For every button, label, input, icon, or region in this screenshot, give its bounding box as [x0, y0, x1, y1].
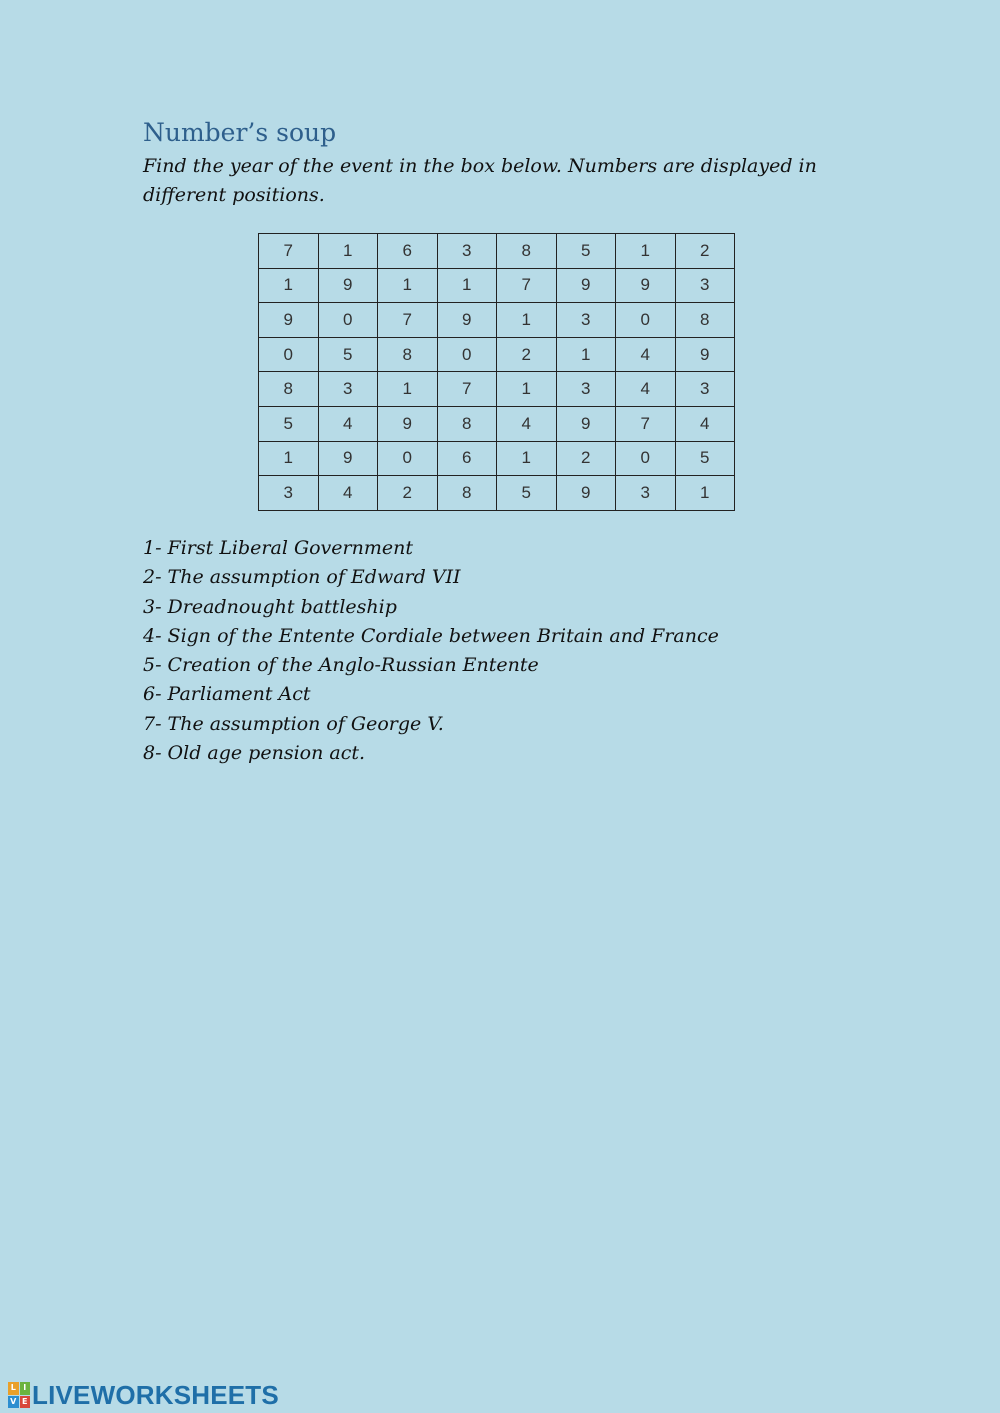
grid-row [259, 372, 735, 407]
grid-cell: 2 [556, 441, 616, 476]
grid-row [259, 268, 735, 303]
grid-cell: 4 [497, 406, 557, 441]
grid-cell: 5 [259, 406, 319, 441]
grid-cell: 1 [437, 268, 497, 303]
grid-cell: 3 [259, 476, 319, 511]
grid-cell: 4 [318, 476, 378, 511]
event-item: 6- Parliament Act [143, 683, 311, 706]
grid-cell: 8 [378, 337, 438, 372]
grid-cell: 3 [616, 476, 676, 511]
grid-row [259, 406, 735, 441]
grid-cell: 0 [259, 337, 319, 372]
liveworksheets-logo[interactable] [8, 1380, 279, 1410]
grid-cell: 9 [437, 303, 497, 338]
grid-cell: 3 [675, 372, 735, 407]
grid-cell: 1 [675, 476, 735, 511]
grid-cell: 4 [616, 337, 676, 372]
grid-cell: 8 [497, 234, 557, 269]
grid-cell: 9 [616, 268, 676, 303]
grid-cell: 8 [259, 372, 319, 407]
grid-cell: 1 [259, 268, 319, 303]
grid-cell: 0 [318, 303, 378, 338]
grid-cell: 7 [378, 303, 438, 338]
grid-cell: 6 [437, 441, 497, 476]
grid-cell: 4 [318, 406, 378, 441]
event-list [143, 534, 719, 768]
grid-cell: 7 [437, 372, 497, 407]
grid-row [259, 337, 735, 372]
grid-cell: 7 [616, 406, 676, 441]
grid-cell: 3 [318, 372, 378, 407]
event-item: 2- The assumption of Edward VII [143, 566, 461, 589]
grid-cell: 1 [378, 268, 438, 303]
event-item: 1- First Liberal Government [143, 537, 413, 559]
grid-cell: 0 [437, 337, 497, 372]
grid-cell: 1 [378, 372, 438, 407]
grid-cell: 1 [556, 337, 616, 372]
grid-cell: 9 [378, 406, 438, 441]
grid-row [259, 303, 735, 338]
grid-row [259, 234, 735, 269]
grid-cell: 8 [437, 406, 497, 441]
event-item: 8- Old age pension act. [143, 742, 366, 765]
grid-cell: 8 [675, 303, 735, 338]
grid-cell: 3 [675, 268, 735, 303]
event-item: 4- Sign of the Entente Cordiale between Britain and France [143, 624, 719, 647]
grid-cell: 7 [497, 268, 557, 303]
event-item: 7- The assumption of George V. [143, 712, 444, 735]
grid-cell: 2 [675, 234, 735, 269]
grid-cell: 9 [259, 303, 319, 338]
instructions-text: Find the year of the event in the box below. Numbers are displayed in different positions. [143, 155, 817, 206]
grid-cell: 1 [259, 441, 319, 476]
grid-row [259, 441, 735, 476]
worksheet-title: Number’s soup [143, 118, 337, 147]
grid-cell: 9 [318, 441, 378, 476]
grid-cell: 9 [556, 268, 616, 303]
grid-cell: 9 [556, 476, 616, 511]
event-item: 5- Creation of the Anglo-Russian Entente [143, 654, 539, 677]
grid-cell: 9 [675, 337, 735, 372]
grid-cell: 1 [318, 234, 378, 269]
grid-cell: 5 [556, 234, 616, 269]
grid-cell: 1 [497, 441, 557, 476]
grid-row [259, 476, 735, 511]
grid-cell: 1 [616, 234, 676, 269]
grid-cell: 8 [437, 476, 497, 511]
grid-cell: 3 [437, 234, 497, 269]
grid-cell: 6 [378, 234, 438, 269]
grid-cell: 3 [556, 372, 616, 407]
grid-cell: 0 [616, 303, 676, 338]
grid-cell: 5 [675, 441, 735, 476]
grid-cell: 9 [318, 268, 378, 303]
grid-cell: 5 [497, 476, 557, 511]
logo-text: LIVEWORKSHEETS [32, 1380, 279, 1410]
number-grid [258, 233, 735, 511]
grid-cell: 7 [259, 234, 319, 269]
grid-cell: 0 [616, 441, 676, 476]
grid-cell: 9 [556, 406, 616, 441]
grid-cell: 4 [675, 406, 735, 441]
grid-cell: 0 [378, 441, 438, 476]
grid-cell: 2 [378, 476, 438, 511]
grid-cell: 5 [318, 337, 378, 372]
grid-cell: 1 [497, 303, 557, 338]
grid-cell: 2 [497, 337, 557, 372]
liveworksheets-logo-icon: L I V E [8, 1382, 30, 1408]
event-item: 3- Dreadnought battleship [143, 595, 397, 618]
grid-cell: 3 [556, 303, 616, 338]
grid-cell: 1 [497, 372, 557, 407]
grid-cell: 4 [616, 372, 676, 407]
